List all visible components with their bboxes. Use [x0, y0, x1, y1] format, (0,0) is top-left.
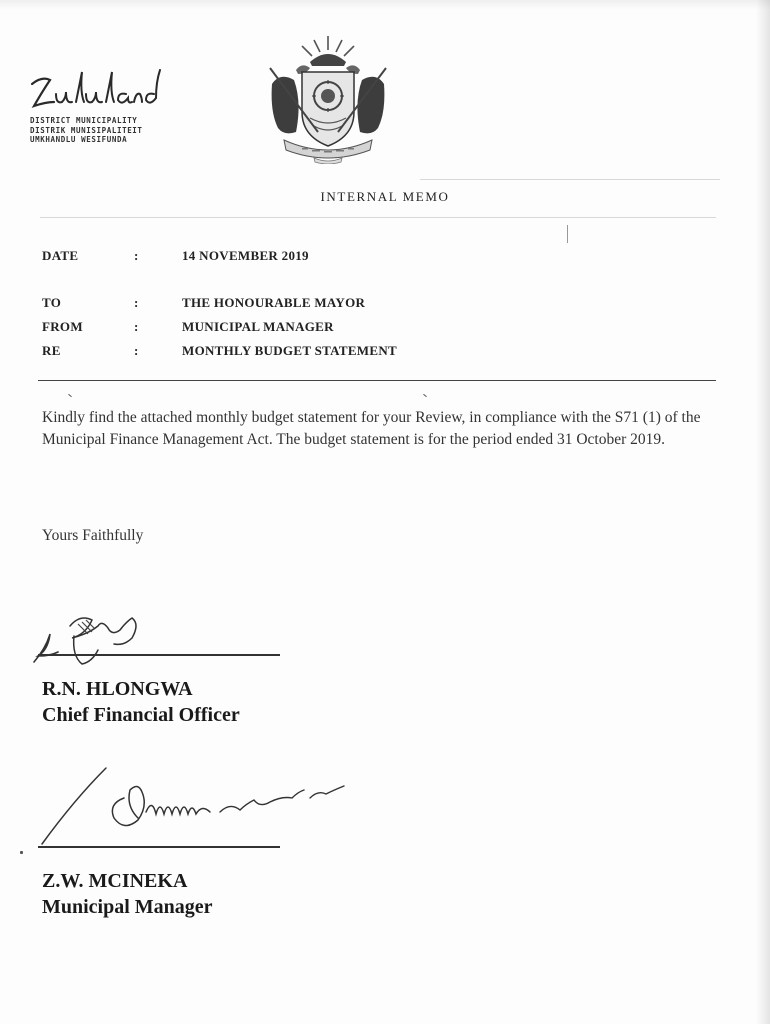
zululand-logo-icon — [28, 62, 168, 114]
header-divider-bottom — [40, 217, 716, 218]
municipality-name-lines — [30, 116, 143, 145]
memo-closing: Yours Faithfully — [42, 527, 144, 544]
municipality-line: DISTRICT MUNICIPALITY — [30, 116, 138, 125]
field-value: 14 NOVEMBER 2019 — [182, 248, 309, 263]
scan-speck — [20, 851, 23, 854]
signature-line — [38, 654, 280, 656]
scan-tick — [423, 394, 427, 397]
cfo-signature-icon — [28, 604, 168, 670]
signatory-title: Chief Financial Officer — [42, 704, 240, 726]
field-value: MONTHLY BUDGET STATEMENT — [182, 343, 398, 358]
scan-edge-shadow — [756, 0, 770, 1024]
municipality-line: UMKHANDLU WESIFUNDA — [30, 135, 128, 144]
scan-tick — [68, 394, 72, 397]
municipality-line: DISTRIK MUNISIPALITEIT — [30, 125, 143, 135]
field-value: MUNICIPAL MANAGER — [182, 319, 334, 334]
header-rule — [38, 380, 716, 381]
signatory-block — [42, 676, 240, 728]
memo-title: INTERNAL MEMO — [320, 189, 450, 204]
signatory-name: R.N. HLONGWA — [42, 678, 193, 700]
signatory-name: Z.W. MCINEKA — [42, 870, 188, 892]
field-colon: : — [134, 343, 139, 358]
field-key: TO — [42, 295, 62, 310]
field-value: THE HONOURABLE MAYOR — [182, 295, 366, 310]
scan-top-edge — [0, 0, 770, 10]
field-key: RE — [42, 343, 61, 358]
memo-body: Kindly find the attached monthly budget statement for your Review, in compliance with the S71 (1) of the Municipal Finance Management Act. The budget statement is for the period ended 31 October 2019. — [42, 409, 701, 448]
header-divider-top — [420, 179, 720, 180]
scan-mark — [567, 225, 568, 243]
field-colon: : — [134, 319, 139, 334]
signature-line — [38, 846, 280, 848]
signatory-block — [42, 868, 213, 920]
field-key: DATE — [42, 248, 79, 263]
field-colon: : — [134, 295, 139, 310]
signatory-title: Municipal Manager — [42, 896, 213, 918]
field-colon: : — [134, 248, 139, 263]
municipal-manager-signature-icon — [34, 760, 354, 850]
field-key: FROM — [42, 319, 83, 334]
coat-of-arms-icon — [262, 32, 394, 164]
